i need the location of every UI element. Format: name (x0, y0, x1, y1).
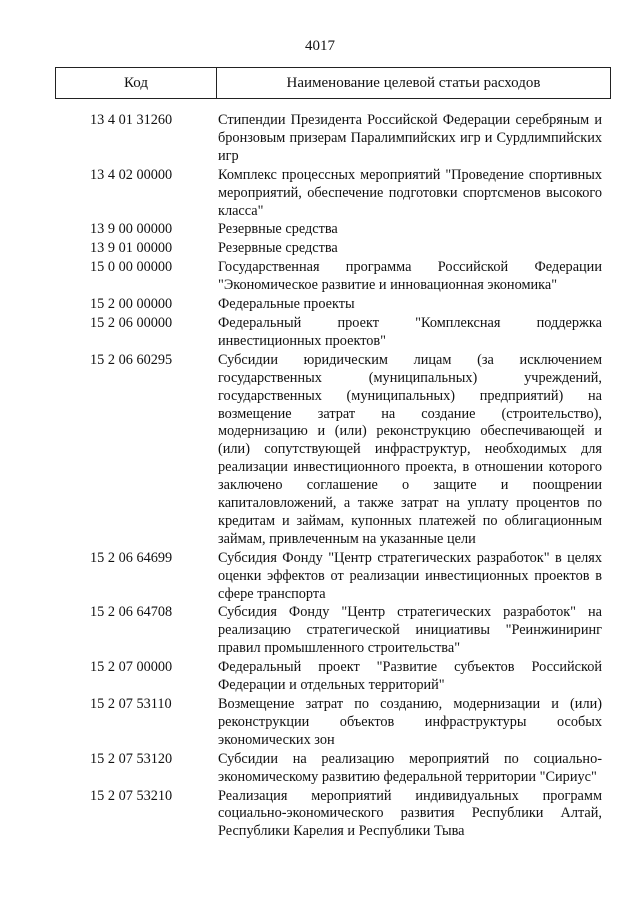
table-row (55, 221, 611, 239)
row-name: Федеральные проекты (218, 296, 355, 313)
table-row (55, 604, 611, 658)
table-row (55, 352, 611, 549)
row-name: Федеральный проект "Комплексная поддержка инвестиционных проектов" (218, 314, 602, 349)
table-row (55, 550, 611, 604)
row-name: Резервные средства (218, 221, 338, 238)
header-name: Наименование целевой статьи расходов (286, 75, 541, 91)
row-name: Возмещение затрат по созданию, модернизации и (или) реконструкции объектов инфраструктуры особых экономических зон (218, 696, 602, 748)
header-code: Код (56, 68, 217, 98)
table-row (55, 167, 611, 221)
row-code: 15 2 06 60295 (90, 351, 173, 368)
row-name: Государственная программа Российской Федерации "Экономическое развитие и инновационная экономика" (218, 259, 602, 294)
row-name: Комплекс процессных мероприятий "Проведение спортивных мероприятий, обеспечение подготовки спортсменов высокого класса" (218, 166, 602, 219)
table-row (55, 751, 611, 787)
row-name: Субсидия Фонду "Центр стратегических разработок" на реализацию стратегической инициативы "Реинжиниринг правил промышленного строительства" (218, 604, 602, 657)
row-code: 13 9 01 00000 (90, 240, 173, 257)
table-row (55, 259, 611, 295)
row-code: 13 9 00 00000 (90, 221, 173, 238)
row-code: 15 2 00 00000 (90, 296, 173, 313)
row-name: Федеральный проект "Развитие субъектов Российской Федерации и отдельных территорий" (218, 659, 602, 694)
row-code: 15 2 07 53210 (90, 787, 173, 804)
table-row (55, 296, 611, 314)
row-code: 15 0 00 00000 (90, 259, 173, 276)
page-number: 4017 (305, 38, 335, 54)
table-body (55, 112, 611, 842)
row-name: Резервные средства (218, 240, 338, 257)
row-code: 15 2 06 64708 (90, 604, 173, 621)
row-code: 15 2 07 00000 (90, 659, 173, 676)
row-code: 15 2 06 64699 (90, 549, 173, 566)
row-name: Стипендии Президента Российской Федерации серебряным и бронзовым призерам Паралимпийских игр и Сурдлимпийских игр (218, 112, 602, 164)
row-name: Субсидия Фонду "Центр стратегических разработок" в целях оценки эффектов от реализации инвестиционных проектов в сфере транспорта (218, 549, 602, 602)
table-header (55, 67, 611, 99)
row-code: 13 4 01 31260 (90, 112, 173, 128)
row-code: 15 2 07 53110 (90, 696, 172, 712)
row-name: Реализация мероприятий индивидуальных программ социально-экономического развития Республики Алтай, Республики Карелия и Республики Тыва (218, 787, 602, 840)
table-row (55, 696, 611, 750)
row-code: 15 2 07 53120 (90, 750, 173, 767)
row-code: 13 4 02 00000 (90, 166, 173, 183)
row-code: 15 2 06 00000 (90, 314, 173, 331)
table-row (55, 240, 611, 258)
row-name: Субсидии на реализацию мероприятий по социально-экономическому развитию федеральной территории "Сириус" (218, 750, 602, 785)
table-row (55, 788, 611, 842)
table-row (55, 112, 611, 166)
row-name: Субсидии юридическим лицам (за исключением государственных (муниципальных) учреждений, государственных (муниципальных) предприятий) на возмещение затрат на создание (строительство), модернизацию и (или) реконструкцию обеспечивающей и (или) сопутствующей инфраструктур, необходимых для реализации инвестиционного проекта, в отношении которого заключено соглашение о защите и поощрении капиталовложений, а также затрат на уплату процентов по кредитам и займам, купонных платежей по облигационным займам, привлеченным на указанные цели (218, 351, 602, 547)
table-row (55, 315, 611, 351)
table-row (55, 659, 611, 695)
